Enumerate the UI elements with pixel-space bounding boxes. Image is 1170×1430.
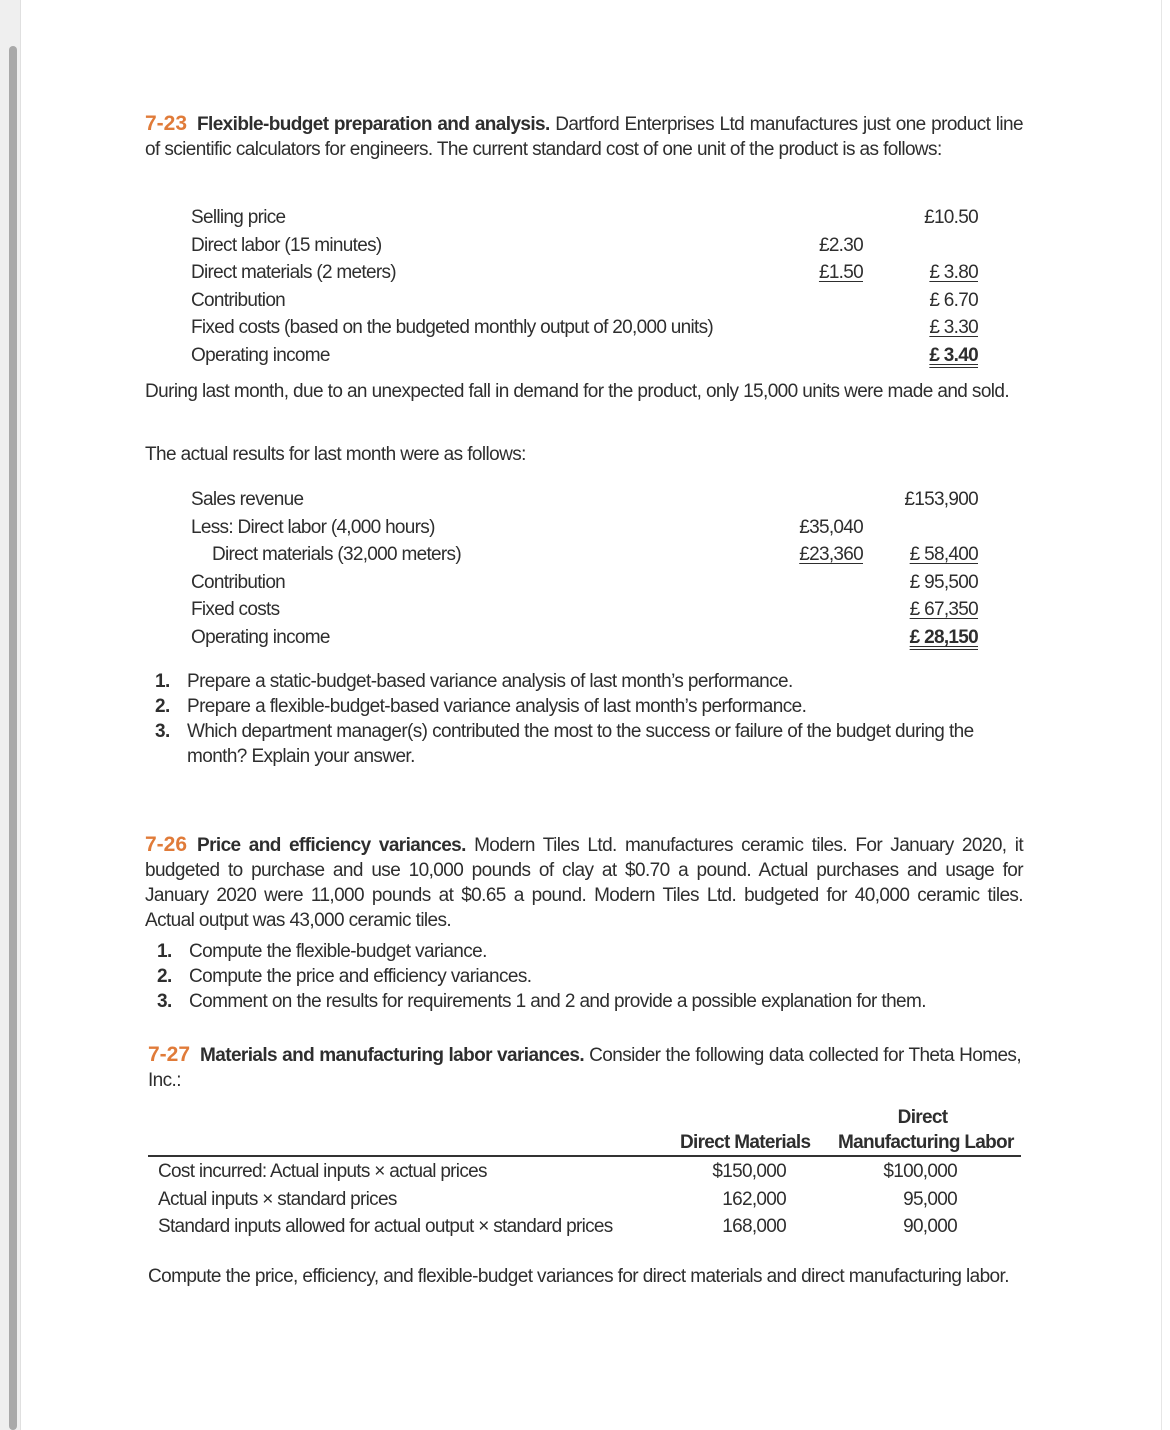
question-item: [155, 694, 1030, 719]
row-label: Selling price: [191, 207, 286, 228]
page-edge: [1161, 0, 1162, 1430]
row-label: Contribution: [191, 571, 286, 593]
during-text: During last month, due to an unexpected fall in demand for the product, only 15,000 units were made and sold.: [145, 381, 1010, 402]
question-item: [155, 719, 1030, 769]
scrollbar-thumb[interactable]: [9, 46, 17, 1430]
question-number: 2.: [157, 966, 172, 987]
amount-col1: £1.50: [818, 262, 863, 284]
row-label: Fixed costs (based on the budgeted monthly output of 20,000 units): [191, 317, 714, 339]
question-text: Which department manager(s) contributed the most to the success or failure of the budget during the month? Explain your answer.: [187, 721, 974, 767]
amount-col2: £ 28,150: [909, 627, 978, 648]
amount-col1: £2.30: [818, 234, 863, 256]
amount-col1: £23,360: [799, 544, 863, 566]
row-label: Actual inputs × standard prices: [158, 1188, 397, 1210]
row-label: Standard inputs allowed for actual output × standard prices: [158, 1216, 613, 1237]
question-text: Compute the price and efficiency variances.: [189, 966, 532, 987]
problem-title: Materials and manufacturing labor variances.: [200, 1045, 585, 1066]
problem-7-26-intro: [145, 832, 1023, 933]
questions-7-23: [155, 669, 1030, 769]
amount-col2: £ 95,500: [909, 571, 978, 593]
problem-7-23-intro: [145, 111, 1023, 162]
question-text: Comment on the results for requirements 1 and 2 and provide a possible explanation for them.: [189, 991, 926, 1012]
problem-number: 7-26: [145, 833, 188, 856]
question-number: 1.: [157, 941, 172, 962]
amount-col2: £10.50: [924, 207, 978, 228]
amount-col2: £ 6.70: [929, 289, 978, 311]
problem-title: Price and efficiency variances.: [197, 835, 466, 856]
amount-col2: £153,900: [904, 489, 978, 510]
questions-7-26: [157, 939, 1032, 1014]
question-item: [157, 989, 1032, 1014]
problem-7-27-intro: [148, 1042, 1021, 1093]
actual-intro: The actual results for last month were as follows:: [145, 444, 526, 465]
row-label: Operating income: [191, 345, 330, 366]
row-label: Sales revenue: [191, 489, 304, 510]
question-text: Prepare a flexible-budget-based variance analysis of last month’s performance.: [187, 696, 807, 717]
direct-materials-value: 168,000: [722, 1216, 786, 1237]
question-number: 1.: [155, 671, 170, 692]
problem-text: Consider the following data collected for Theta Homes, Inc.:: [148, 1045, 1022, 1091]
direct-labor-value: 95,000: [903, 1188, 957, 1210]
amount-col2: £ 3.40: [929, 345, 978, 366]
col-header-manufacturing-labor: Manufacturing Labor: [838, 1132, 1014, 1153]
problem-number: 7-23: [145, 112, 188, 135]
question-text: Prepare a static-budget-based variance analysis of last month’s performance.: [187, 671, 793, 692]
question-number: 3.: [155, 721, 170, 742]
row-label: Direct labor (15 minutes): [191, 234, 382, 256]
question-number: 2.: [155, 696, 170, 717]
col-header-direct: Direct: [897, 1107, 948, 1128]
direct-labor-value: 90,000: [903, 1216, 957, 1237]
direct-materials-value: $150,000: [712, 1161, 786, 1182]
amount-col2: £ 58,400: [909, 544, 978, 566]
row-label: Direct materials (2 meters): [191, 262, 396, 284]
row-label: Contribution: [191, 289, 286, 311]
amount-col2: £ 67,350: [909, 599, 978, 621]
col-header-direct-materials: Direct Materials: [680, 1132, 811, 1153]
direct-materials-value: 162,000: [722, 1188, 786, 1210]
direct-labor-value: $100,000: [883, 1161, 957, 1182]
question-item: [155, 669, 1030, 694]
row-label: Cost incurred: Actual inputs × actual prices: [158, 1161, 487, 1182]
row-label: Direct materials (32,000 meters): [212, 544, 461, 566]
row-label: Operating income: [191, 627, 330, 648]
problem-title: Flexible-budget preparation and analysis.: [197, 114, 550, 135]
question-item: [157, 939, 1032, 964]
problem-text: Modern Tiles Ltd. manufactures ceramic tiles. For January 2020, it budgeted to purchase and use 10,000 pounds of clay at $0.70 a pound. Actual purchases and usage for January 2020 were 11,000 pounds at $0.65 a pound. Modern Tiles Ltd. budgeted for 40,000 ceramic tiles. Actual output was 43,000 ceramic tiles.: [145, 835, 1024, 931]
question-number: 3.: [157, 991, 172, 1012]
task-text: Compute the price, efficiency, and flexible-budget variances for direct materials and direct manufacturing labor.: [148, 1266, 1009, 1287]
question-item: [157, 964, 1032, 989]
problem-text: Dartford Enterprises Ltd manufactures just one product line of scientific calculators for engineers. The current standard cost of one unit of the product is as follows:: [145, 114, 1023, 160]
row-label: Fixed costs: [191, 599, 280, 621]
table-rule: [148, 1155, 1021, 1157]
amount-col2: £ 3.30: [929, 317, 978, 339]
amount-col1: £35,040: [799, 516, 863, 538]
question-text: Compute the flexible-budget variance.: [189, 941, 487, 962]
row-label: Less: Direct labor (4,000 hours): [191, 516, 435, 538]
amount-col2: £ 3.80: [929, 262, 978, 284]
problem-number: 7-27: [148, 1043, 191, 1066]
